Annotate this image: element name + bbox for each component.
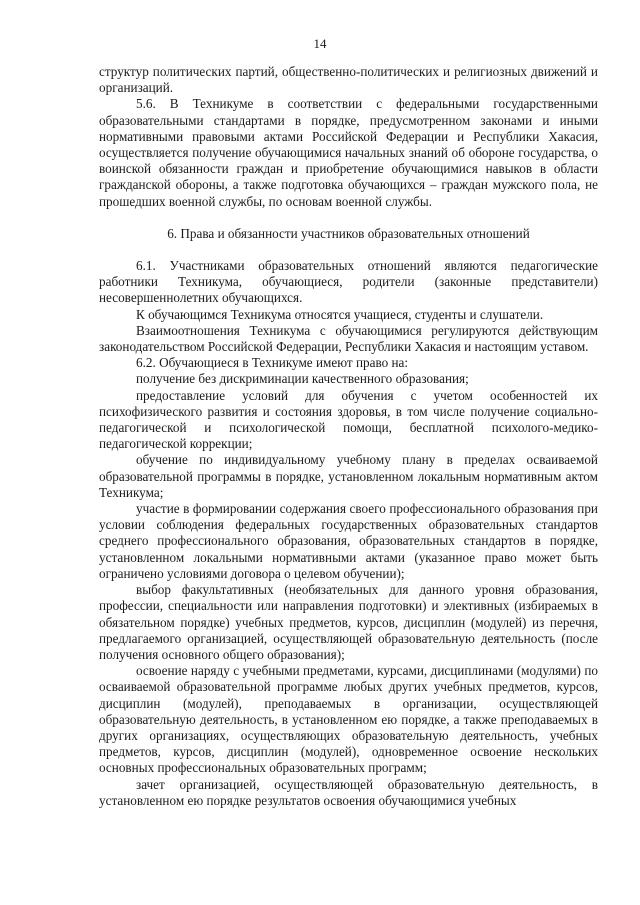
list-item: освоение наряду с учебными предметами, курсами, дисциплинами (модулями) по осваиваемой образовательной программе любых других учебных предметов, курсов, дисциплин (модулей), преподаваемых в организации, осуществляющей образовательную деятельность, в установленном ею порядке, а также преподаваемых в других организациях, осуществляющих образовательную деятельность, учебных предметов, курсов, дисциплин (модулей), одновременное освоение нескольких основных профессиональных образовательных программ; bbox=[99, 663, 598, 776]
paragraph-students: К обучающимся Техникума относятся учащиеся, студенты и слушатели. bbox=[136, 306, 544, 322]
section-heading: 6. Права и обязанности участников образовательных отношений bbox=[167, 225, 530, 241]
list-item: предоставление условий для обучения с учетом особенностей их психофизического развития и состояния здоровья, в том числе получение социально-педагогической и психологической помощи, бесплатной психолого-медико-педагогической коррекции; bbox=[99, 387, 598, 452]
paragraph-continuation: структур политических партий, общественно-политических и религиозных движений и организаций. bbox=[99, 64, 598, 96]
paragraph-relations: Взаимоотношения Техникума с обучающимися регулируются действующим законодательством Российской Федерации, Республики Хакасия и настоящим уставом. bbox=[99, 322, 598, 355]
list-item: обучение по индивидуальному учебному плану в пределах осваиваемой образовательной программы в порядке, установленном локальным нормативным актом Техникума; bbox=[99, 452, 598, 500]
list-item: выбор факультативных (необязательных для данного уровня образования, профессии, специальности или направления подготовки) и элективных (избираемых в обязательном порядке) учебных предметов, курсов, дисциплин (модулей) из перечня, предлагаемого организацией, осуществляющей образовательную деятельность (после получения основного общего образования); bbox=[99, 582, 598, 662]
document-body bbox=[99, 64, 598, 809]
paragraph-6-2: 6.2. Обучающиеся в Техникуме имеют право на: bbox=[136, 355, 409, 371]
paragraph-5-6: 5.6. В Техникуме в соответствии с федеральными государственными образовательными стандартами в порядке, предусмотренном законами и иными нормативными правовыми актами Российской Федерации и Республики Хакасия, осуществляется получение обучающимися начальных знаний об обороне государства, о воинской обязанности граждан и приобретение обучающимися навыков в области гражданской обороны, а также подготовка обучающихся – граждан мужского пола, не прошедших военной службы, по основам военной службы. bbox=[99, 96, 598, 209]
list-item: зачет организацией, осуществляющей образовательную деятельность, в установленном ею порядке результатов освоения обучающимися учебных bbox=[99, 776, 598, 808]
paragraph-6-1: 6.1. Участниками образовательных отношений являются педагогические работники Техникума, обучающиеся, родители (законные представители) несовершеннолетних обучающихся. bbox=[99, 258, 598, 306]
list-item: участие в формировании содержания своего профессионального образования при условии соблюдения федеральных государственных образовательных стандартов среднего профессионального образования, образовательных стандартов в порядке, установленном локальными нормативными актами (указанное право может быть ограничено условиями договора о целевом обучении); bbox=[99, 501, 598, 581]
page-number: 14 bbox=[313, 36, 327, 51]
list-item: получение без дискриминации качественного образования; bbox=[136, 371, 469, 387]
